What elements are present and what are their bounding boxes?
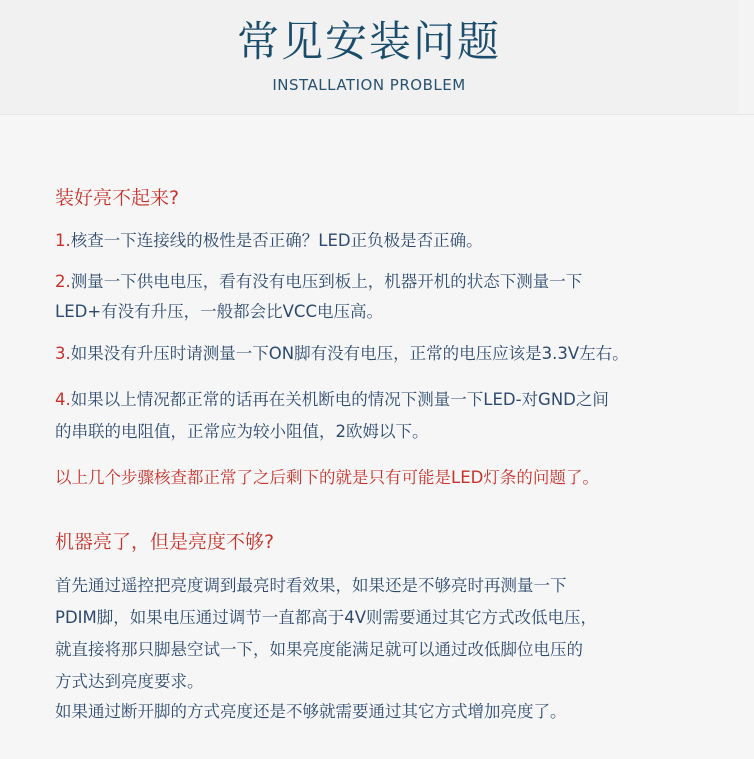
page-title: 常见安装问题	[236, 17, 501, 66]
paragraph-line: 就直接将那只脚悬空试一下，如果亮度能满足就可以通过改低脚位电压的	[55, 640, 583, 659]
section1-heading: 装好亮不起来?	[55, 187, 180, 209]
list-item-2-continued: LED+有没有升压，一般都会比VCC电压高。	[55, 302, 383, 321]
list-item-2	[55, 271, 582, 292]
list-item-3	[55, 343, 629, 364]
item-text: 如果没有升压时请测量一下ON脚有没有电压，正常的电压应该是3.3V左右。	[70, 344, 629, 363]
page-subtitle: INSTALLATION PROBLEM	[272, 76, 466, 94]
list-item-4	[55, 389, 609, 410]
item-text: 如果以上情况都正常的话再在关机断电的情况下测量一下LED-对GND之间	[70, 390, 609, 409]
item-text: 测量一下供电电压，看有没有电压到板上，机器开机的状态下测量一下	[70, 272, 583, 291]
content-panel	[0, 115, 754, 759]
list-item-4-continued: 的串联的电阻值，正常应为较小阻值，2欧姆以下。	[55, 422, 429, 441]
header-banner	[0, 0, 738, 114]
item-number: 3.	[55, 344, 71, 363]
paragraph-line: 首先通过遥控把亮度调到最亮时看效果，如果还是不够亮时再测量一下	[55, 576, 567, 595]
item-number: 1.	[55, 231, 71, 250]
item-number: 4.	[55, 390, 71, 409]
paragraph-line: PDIM脚，如果电压通过调节一直都高于4V则需要通过其它方式改低电压，	[55, 608, 598, 627]
summary-note: 以上几个步骤核查都正常了之后剩下的就是只有可能是LED灯条的问题了。	[55, 468, 599, 487]
list-item-1	[55, 230, 483, 251]
section2-heading: 机器亮了，但是亮度不够?	[55, 531, 275, 553]
paragraph-line: 方式达到亮度要求。	[55, 672, 204, 691]
paragraph-line: 如果通过断开脚的方式亮度还是不够就需要通过其它方式增加亮度了。	[55, 702, 567, 721]
item-number: 2.	[55, 272, 71, 291]
item-text: 核查一下连接线的极性是否正确？LED正负极是否正确。	[70, 231, 483, 250]
